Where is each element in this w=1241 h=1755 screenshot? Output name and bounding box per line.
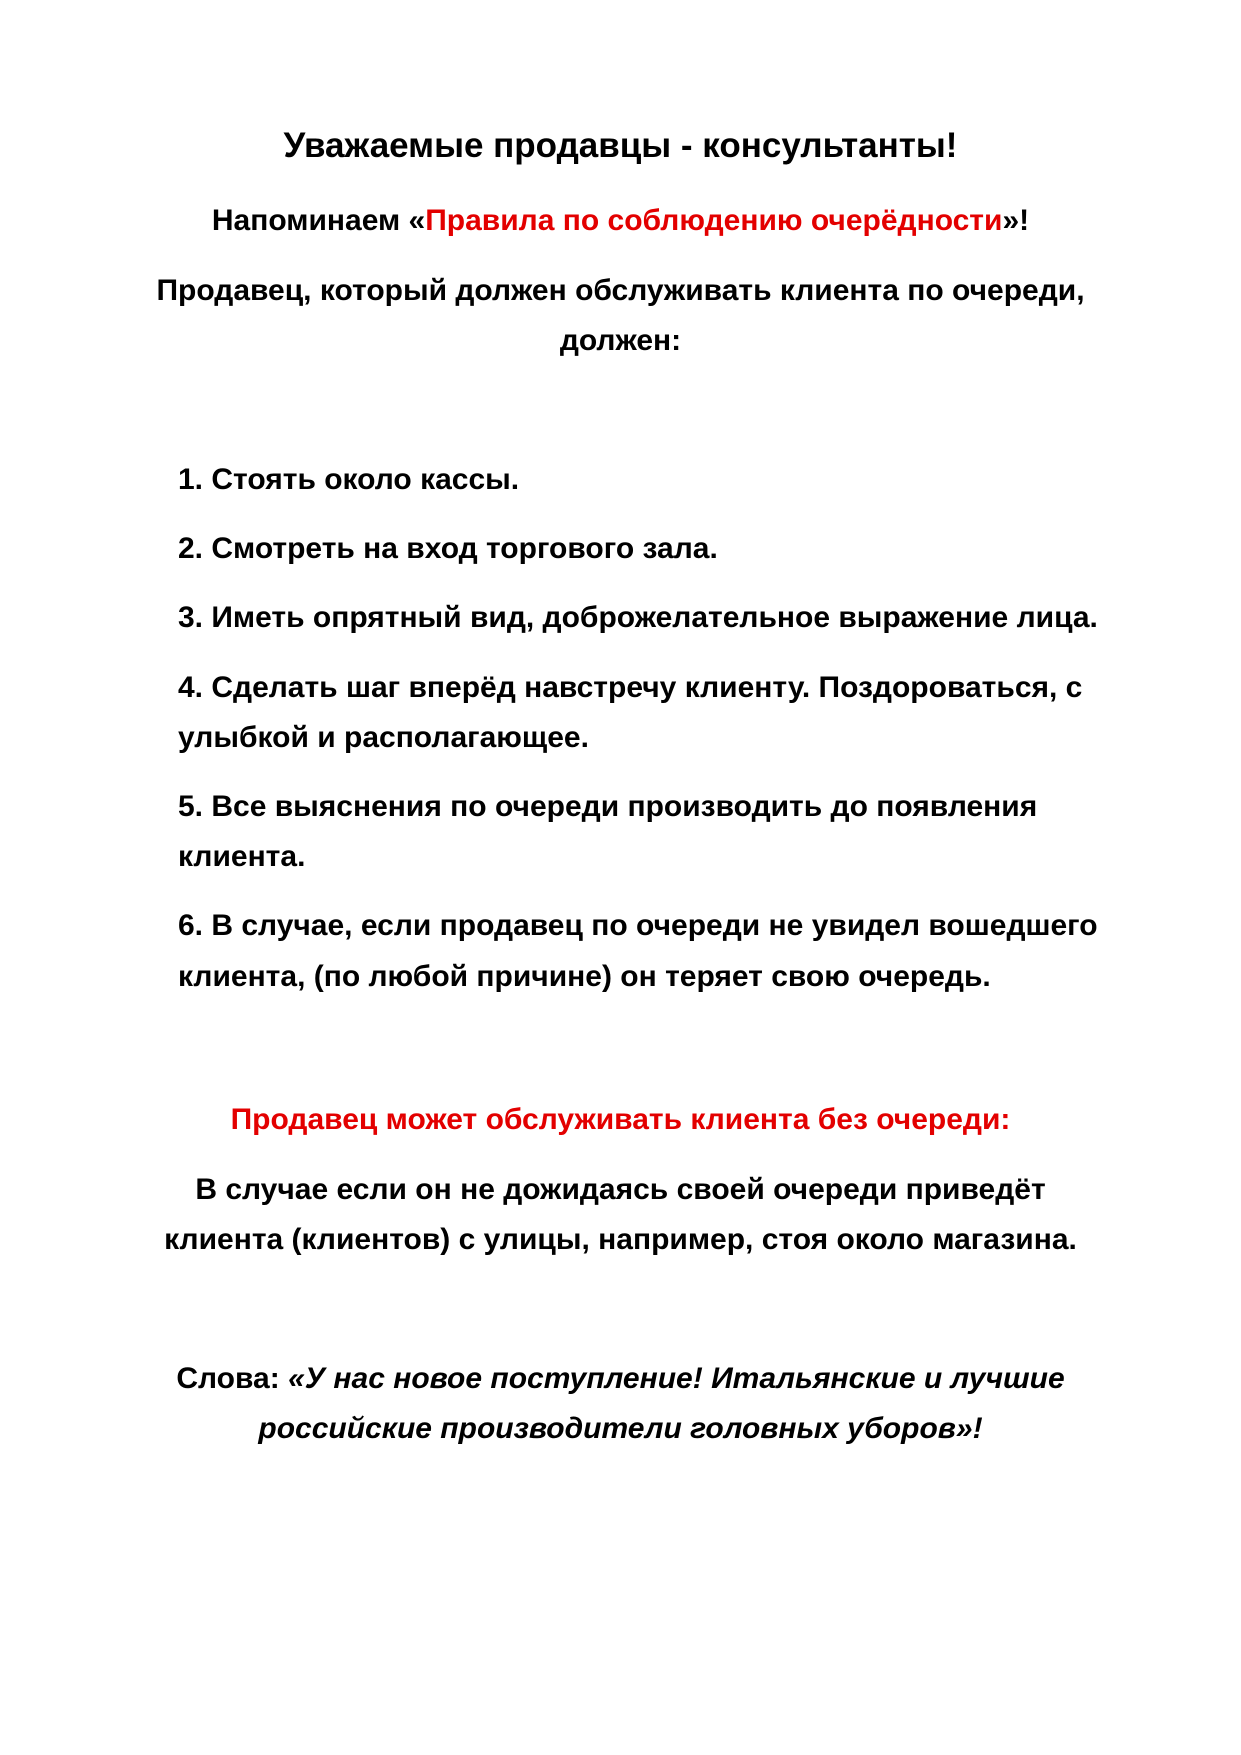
words-label: Слова: (176, 1362, 289, 1395)
intro-line-1: Продавец, который должен обслуживать клиента по очереди, (156, 274, 1085, 307)
rule-4-line-1: 4. Сделать шаг вперёд навстречу клиенту. Поздороваться, с (178, 671, 1083, 704)
intro-line-2: должен: (559, 324, 682, 357)
rule-1: 1. Стоять около кассы. (178, 463, 520, 496)
rule-3: 3. Иметь опрятный вид, доброжелательное выражение лица. (178, 601, 1098, 634)
words-quote-part-2: российские производители головных уборов»! (258, 1412, 983, 1445)
reminder-highlight: Правила по соблюдению очерёдности (425, 204, 1003, 237)
rule-5-line-2: клиента. (178, 840, 306, 873)
reminder-prefix: Напоминаем « (211, 204, 426, 237)
exception-line-2: клиента (клиентов) с улицы, например, стоя около магазина. (164, 1223, 1077, 1256)
words-line-1 (0, 1364, 1241, 1394)
rule-6-line-2: клиента, (по любой причине) он теряет свою очередь. (178, 960, 991, 993)
rule-2: 2. Смотреть на вход торгового зала. (178, 532, 718, 565)
rule-6-line-1: 6. В случае, если продавец по очереди не увидел вошедшего (178, 909, 1098, 942)
words-quote-part-1: «У нас новое поступление! Итальянские и лучшие (288, 1362, 1065, 1395)
exception-heading: Продавец может обслуживать клиента без очереди: (230, 1103, 1011, 1136)
reminder-suffix: »! (1002, 204, 1030, 237)
exception-line-1: В случае если он не дожидаясь своей очереди приведёт (195, 1173, 1046, 1206)
reminder-line (0, 206, 1241, 236)
page-title: Уважаемые продавцы - консультанты! (283, 126, 958, 165)
rule-5-line-1: 5. Все выяснения по очереди производить до появления (178, 790, 1038, 823)
rule-4-line-2: улыбкой и располагающее. (178, 721, 589, 754)
